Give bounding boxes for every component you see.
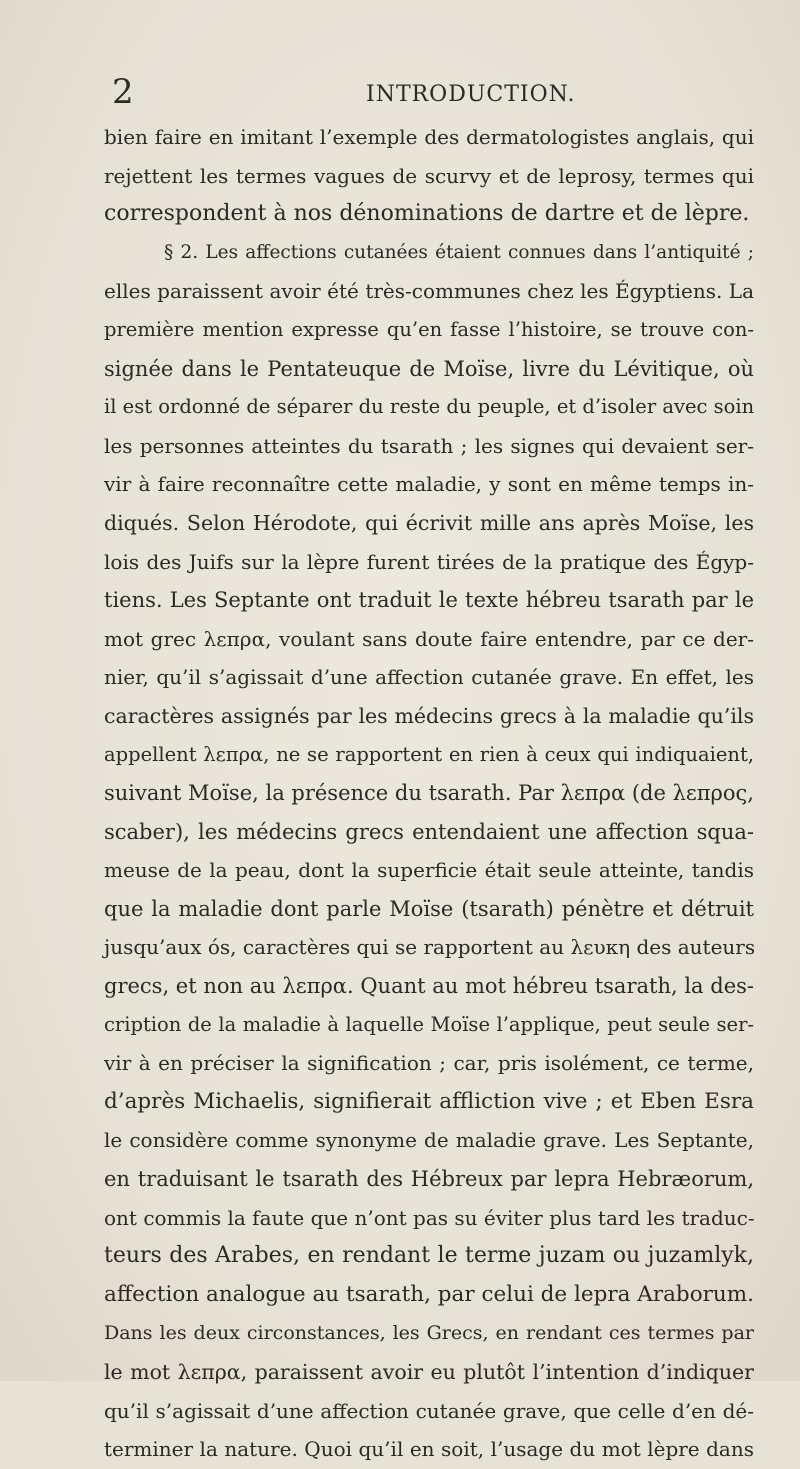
page-header xyxy=(0,72,800,112)
text-line: lois des Juifs sur la lèpre furent tirées de la pratique des Égyp- xyxy=(104,549,754,574)
text-line: les personnes atteintes du tsarath ; les signes qui devaient ser- xyxy=(104,433,754,458)
text-line: ont commis la faute que n’ont pas su éviter plus tard les traduc- xyxy=(104,1205,755,1230)
text-line: d’après Michaelis, signifierait affliction vive ; et Eben Esra xyxy=(104,1088,754,1114)
text-line: elles paraissent avoir été très-communes chez les Égyptiens. La xyxy=(104,279,754,304)
text-line: correspondent à nos dénominations de dartre et de lèpre. xyxy=(104,201,750,227)
text-line: que la maladie dont parle Moïse (tsarath) pénètre et détruit xyxy=(104,896,754,921)
text-line: rejettent les termes vagues de scurvy et de leprosy, termes qui xyxy=(104,163,754,188)
text-line: suivant Moïse, la présence du tsarath. Par λεπρα (de λεπρος, xyxy=(104,781,754,806)
text-line: affection analogue au tsarath, par celui de lepra Araborum. xyxy=(104,1281,754,1307)
text-line: il est ordonné de séparer du reste du peuple, et d’isoler avec soin xyxy=(104,395,755,419)
text-line: mot grec λεπρα, voulant sans doute faire entendre, par ce der- xyxy=(104,626,754,651)
text-line: caractères assignés par les médecins grecs à la maladie qu’ils xyxy=(104,703,754,728)
text-line: meuse de la peau, dont la superficie était seule atteinte, tandis xyxy=(104,858,754,883)
text-line: Dans les deux circonstances, les Grecs, en rendant ces termes par xyxy=(104,1322,754,1345)
text-line: première mention expresse qu’en fasse l’histoire, se trouve con- xyxy=(104,317,754,341)
text-line: jusqu’aux ós, caractères qui se rapportent au λευκη des auteurs xyxy=(104,935,756,960)
body-text xyxy=(104,118,754,1469)
text-line: vir à en préciser la signification ; car, pris isolément, ce terme, xyxy=(104,1051,754,1076)
text-line: teurs des Arabes, en rendant le terme juzam ou juzamlyk, xyxy=(104,1243,754,1269)
text-line: en traduisant le tsarath des Hébreux par lepra Hebræorum, xyxy=(104,1167,754,1192)
text-line: cription de la maladie à laquelle Moïse l’applique, peut seule ser- xyxy=(104,1012,754,1036)
page-number: 2 xyxy=(112,72,134,112)
text-line: bien faire en imitant l’exemple des dermatologistes anglais, qui xyxy=(104,125,754,149)
text-line: diqués. Selon Hérodote, qui écrivit mille ans après Moïse, les xyxy=(104,510,754,535)
text-line: vir à faire reconnaître cette maladie, y sont en même temps in- xyxy=(104,472,754,497)
text-line: appellent λεπρα, ne se rapportent en rien à ceux qui indiquaient, xyxy=(104,742,754,766)
text-line: grecs, et non au λεπρα. Quant au mot hébreu tsarath, la des- xyxy=(104,974,754,999)
text-line: qu’il s’agissait d’une affection cutanée grave, que celle d’en dé- xyxy=(104,1398,754,1423)
text-line: le considère comme synonyme de maladie grave. Les Septante, xyxy=(104,1128,754,1153)
text-line: signée dans le Pentateuque de Moïse, livre du Lévitique, où xyxy=(104,356,754,381)
text-line: nier, qu’il s’agissait d’une affection cutanée grave. En effet, les xyxy=(104,665,754,690)
running-head: INTRODUCTION. xyxy=(366,82,576,107)
section-start-line: § 2. Les affections cutanées étaient connues dans l’antiquité ; xyxy=(164,241,754,263)
text-line: le mot λεπρα, paraissent avoir eu plutôt l’intention d’indiquer xyxy=(104,1360,754,1384)
text-line: scaber), les médecins grecs entendaient une affection squa- xyxy=(104,819,754,844)
text-line: tiens. Les Septante ont traduit le texte hébreu tsarath par le xyxy=(104,588,754,613)
text-line: terminer la nature. Quoi qu’il en soit, l’usage du mot lèpre dans xyxy=(104,1437,754,1462)
